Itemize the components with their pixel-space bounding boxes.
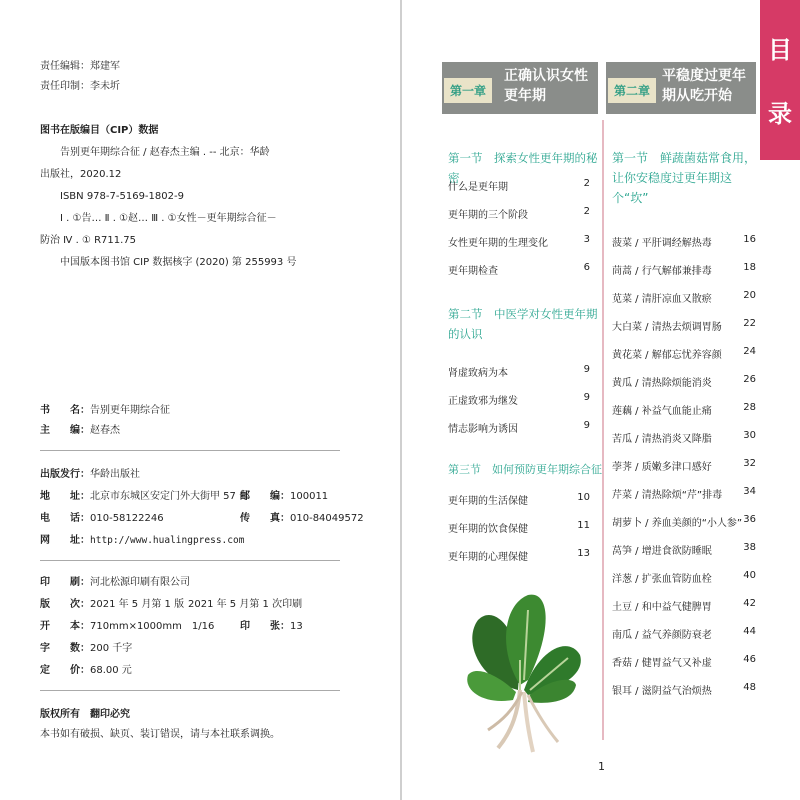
words-label: 字 数： <box>40 643 90 654</box>
toc-entry-text: 黄花菜 / 解郁忘忧养容颜 <box>612 350 722 361</box>
printer: 河北松源印刷有限公司 <box>90 577 190 588</box>
spinach-leaves <box>467 595 581 703</box>
toc-entry[interactable] <box>612 654 756 669</box>
toc-entry-text: 更年期检查 <box>448 266 498 277</box>
address: 北京市东城区安定门外大街甲 57 号 <box>90 491 250 502</box>
copyright-line: 版权所有 翻印必究 <box>40 709 130 720</box>
toc-entry[interactable] <box>448 392 590 407</box>
toc-entry[interactable] <box>448 262 590 277</box>
page-number: 1 <box>598 760 605 773</box>
phone-row <box>40 512 164 526</box>
toc-entry[interactable] <box>448 492 590 507</box>
toc-entry[interactable] <box>448 178 590 193</box>
toc-page-number: 42 <box>743 598 756 609</box>
toc-page-number: 26 <box>743 374 756 385</box>
toc-entry-text: 情志影响为诱因 <box>448 424 518 435</box>
fax: 010-84049572 <box>290 513 364 524</box>
toc-entry-text: 黄瓜 / 清热除烦能消炎 <box>612 378 712 389</box>
phone-label: 电 话： <box>40 513 90 524</box>
toc-entry[interactable] <box>612 234 756 249</box>
toc-page-number: 22 <box>743 318 756 329</box>
printing-editor-line: 责任印制：李未圻 <box>40 81 120 92</box>
divider-line <box>40 450 340 451</box>
isbn-line: ISBN 978-7-5169-1802-9 <box>60 191 184 202</box>
price-label: 定 价： <box>40 665 90 676</box>
toc-section-title[interactable]: 第一节 鲜蔬菌菇常食用，让你安稳度过更年期这个“坎” <box>612 151 757 205</box>
toc-entry[interactable] <box>448 234 590 249</box>
toc-page-number: 30 <box>743 430 756 441</box>
toc-entry[interactable] <box>612 598 756 613</box>
toc-entry[interactable] <box>612 374 756 389</box>
toc-page-number: 28 <box>743 402 756 413</box>
toc-entry-text: 芹菜 / 清热除烦“芹”排毒 <box>612 490 723 501</box>
divider-line <box>40 560 340 561</box>
toc-entry[interactable] <box>612 626 756 641</box>
publisher-row <box>40 468 140 482</box>
toc-page-number: 48 <box>743 682 756 693</box>
publisher: 华龄出版社 <box>90 469 140 480</box>
toc-entry[interactable] <box>612 514 756 529</box>
toc-page-number: 44 <box>743 626 756 637</box>
toc-entry[interactable] <box>612 430 756 445</box>
column-divider <box>602 120 604 740</box>
toc-page-number: 24 <box>743 346 756 357</box>
toc-entry-text: 苦瓜 / 清热消炎又降脂 <box>612 434 712 445</box>
toc-entry[interactable] <box>448 364 590 379</box>
chief-editor-row <box>40 424 120 438</box>
toc-entry-text: 洋葱 / 扩张血管防血栓 <box>612 574 712 585</box>
toc-page-number: 36 <box>743 514 756 525</box>
chapter1-title: 正确认识女性更年期 <box>504 68 588 104</box>
toc-entry[interactable] <box>448 420 590 435</box>
website-label: 网 址： <box>40 535 90 546</box>
cip-line: Ⅰ . ①告… Ⅱ . ①赵… Ⅲ . ①女性－更年期综合征－ <box>60 213 277 224</box>
toc-entry[interactable] <box>612 486 756 501</box>
book-name: 告别更年期综合征 <box>90 405 170 416</box>
price: 68.00 元 <box>90 665 132 676</box>
book-name-label: 书 名： <box>40 405 90 416</box>
toc-entry-text: 香菇 / 健胃益气又补虚 <box>612 658 712 669</box>
website-row <box>40 534 244 548</box>
toc-page-number: 18 <box>743 262 756 273</box>
address-label: 地 址： <box>40 491 90 502</box>
toc-page-number: 9 <box>583 364 590 375</box>
chapter1-label: 第一章 <box>444 78 492 103</box>
toc-entry[interactable] <box>612 402 756 417</box>
toc-entry-text: 胡萝卜 / 养血美颜的“小人参” <box>612 518 743 529</box>
toc-entry[interactable] <box>612 262 756 277</box>
chief-editor: 赵春杰 <box>90 425 120 436</box>
toc-page-number: 13 <box>577 548 590 559</box>
toc-entry-text: 银耳 / 滋阴益气治烦热 <box>612 686 712 697</box>
toc-entry-text: 南瓜 / 益气养颜防衰老 <box>612 630 712 641</box>
cip-line: 出版社，2020.12 <box>40 169 122 180</box>
toc-page-number: 46 <box>743 654 756 665</box>
toc-entry-text: 什么是更年期 <box>448 182 508 193</box>
website-link[interactable]: http://www.hualingpress.com <box>90 535 245 546</box>
toc-section-title[interactable]: 第二节 中医学对女性更年期的认识 <box>448 307 598 341</box>
chief-editor-label: 主 编： <box>40 425 90 436</box>
toc-entry-text: 菠菜 / 平肝调经解热毒 <box>612 238 712 249</box>
printer-row <box>40 576 190 590</box>
chapter2-title: 平稳度过更年期从吃开始 <box>662 68 746 104</box>
toc-entry[interactable] <box>448 206 590 221</box>
chapter2-label: 第二章 <box>608 78 656 103</box>
toc-entry[interactable] <box>612 318 756 333</box>
toc-page-number: 9 <box>583 420 590 431</box>
address-row <box>40 490 249 504</box>
printer-label: 印 刷： <box>40 577 90 588</box>
toc-section-title[interactable]: 第一节 探索女性更年期的秘密 <box>448 151 598 185</box>
publisher-label: 出版发行： <box>40 469 90 480</box>
edition: 2021 年 5 月第 1 版 <box>90 599 185 610</box>
toc-entry-text: 更年期的心理保健 <box>448 552 528 563</box>
words-row <box>40 642 132 656</box>
toc-page-number: 9 <box>583 392 590 403</box>
tab-char: 录 <box>768 100 792 128</box>
toc-page-number: 20 <box>743 290 756 301</box>
toc-entry-text: 苋菜 / 清肝凉血又散瘀 <box>612 294 712 305</box>
toc-entry-text: 更年期的饮食保健 <box>448 524 528 535</box>
sheets: 13 <box>290 621 303 632</box>
toc-entry[interactable] <box>448 520 590 535</box>
toc-entry-text: 茼蒿 / 行气解郁兼排毒 <box>612 266 712 277</box>
impression: 2021 年 5 月第 1 次印刷 <box>188 599 303 610</box>
toc-entry[interactable] <box>448 548 590 563</box>
postcode: 100011 <box>290 491 329 502</box>
toc-entry-text: 土豆 / 和中益气健脾胃 <box>612 602 712 613</box>
book-spine <box>400 0 402 800</box>
toc-page-number: 10 <box>577 492 590 503</box>
toc-entry-text: 荸荠 / 质嫩多津口感好 <box>612 462 712 473</box>
spinach-illustration <box>458 580 588 755</box>
divider-line <box>40 690 340 691</box>
editor-line: 责任编辑：郑建军 <box>40 61 120 72</box>
postcode-label: 邮 编： <box>240 491 290 502</box>
postcode-row <box>240 490 328 504</box>
toc-entry-text: 肾虚致病为本 <box>448 368 508 379</box>
toc-tab <box>760 0 800 160</box>
toc-entry[interactable] <box>612 458 756 473</box>
toc-entry[interactable] <box>612 682 756 697</box>
fax-label: 传 真： <box>240 513 290 524</box>
notice-line: 本书如有破损、缺页、装订错误，请与本社联系调换。 <box>40 729 280 740</box>
price-row <box>40 664 132 678</box>
toc-page-number: 2 <box>583 206 590 217</box>
cip-line: 防治 Ⅳ . ① R711.75 <box>40 235 137 246</box>
toc-entry-text: 正虚致邪为继发 <box>448 396 518 407</box>
sheets-row <box>240 620 303 634</box>
words: 200 千字 <box>90 643 133 654</box>
toc-entry[interactable] <box>612 542 756 557</box>
toc-entry[interactable] <box>612 346 756 361</box>
toc-page-number: 6 <box>583 262 590 273</box>
toc-page-number: 11 <box>577 520 590 531</box>
toc-page-number: 3 <box>583 234 590 245</box>
cip-title: 图书在版编目（CIP）数据 <box>40 125 159 136</box>
format-label: 开 本： <box>40 621 90 632</box>
cip-line: 告别更年期综合征 / 赵春杰主编 . -- 北京：华龄 <box>60 147 270 158</box>
toc-page-number: 34 <box>743 486 756 497</box>
toc-page-number: 2 <box>583 178 590 189</box>
tab-char: 目 <box>768 36 792 64</box>
format: 710mm×1000mm 1/16 <box>90 621 215 632</box>
toc-entry-text: 莲藕 / 补益气血能止痛 <box>612 406 712 417</box>
toc-page-number: 38 <box>743 542 756 553</box>
toc-entry-text: 大白菜 / 清热去烦调胃肠 <box>612 322 722 333</box>
toc-entry[interactable] <box>612 290 756 305</box>
toc-page-number: 32 <box>743 458 756 469</box>
format-row <box>40 620 214 634</box>
fax-row <box>240 512 364 526</box>
phone: 010-58122246 <box>90 513 164 524</box>
toc-section-title[interactable]: 第三节 如何预防更年期综合征 <box>448 463 602 476</box>
toc-entry-text: 更年期的生活保健 <box>448 496 528 507</box>
toc-entry-text: 莴笋 / 增进食欲防睡眠 <box>612 546 712 557</box>
toc-entry-text: 更年期的三个阶段 <box>448 210 528 221</box>
edition-row <box>40 598 184 612</box>
sheets-label: 印 张： <box>240 621 290 632</box>
toc-entry[interactable] <box>612 570 756 585</box>
toc-page-number: 16 <box>743 234 756 245</box>
cip-line: 中国版本图书馆 CIP 数据核字 (2020) 第 255993 号 <box>60 257 297 268</box>
toc-page-number: 40 <box>743 570 756 581</box>
edition-label: 版 次： <box>40 599 90 610</box>
book-name-row <box>40 404 170 418</box>
toc-entry-text: 女性更年期的生理变化 <box>448 238 548 249</box>
